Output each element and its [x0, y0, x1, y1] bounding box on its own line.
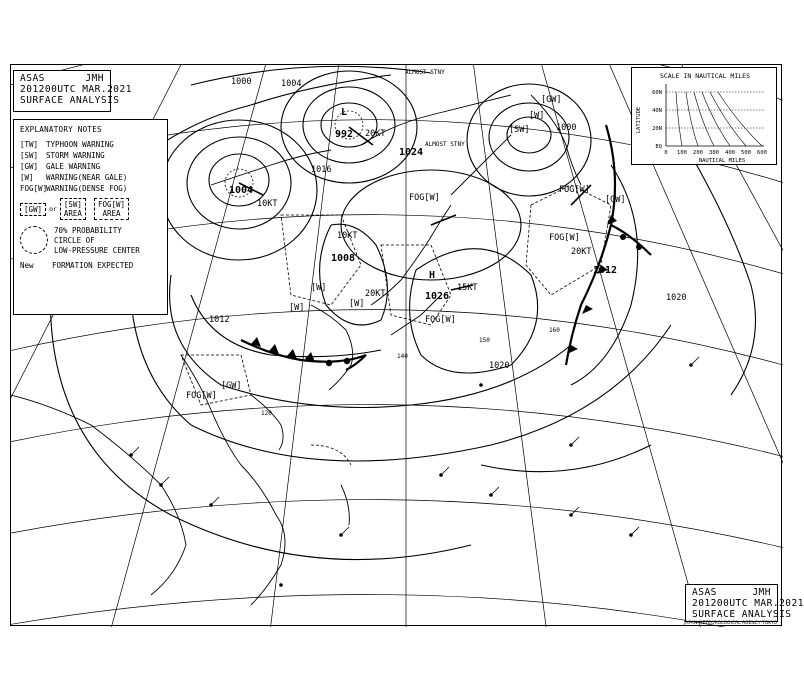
warning-gw-south: [GW] [221, 381, 242, 391]
almost-stny-b: ALMOST STNY [405, 69, 445, 76]
low-center-d: 1004 [229, 185, 254, 196]
warning-fog-china: FOG[W] [186, 391, 217, 401]
legend-heading: EXPLANATORY NOTES [20, 125, 102, 134]
motion-20kt-c: 20KT [365, 129, 386, 139]
chart-title-top [13, 70, 132, 112]
title-analysis-type: SURFACE ANALYSIS [20, 95, 120, 106]
warning-w-ne: [W] [529, 111, 545, 121]
legend-row-typhoon: [TW] TYPHOON WARNING [20, 140, 114, 149]
lon-label-150: 150 [479, 337, 490, 344]
title-bottom-analysis-type: SURFACE ANALYSIS [692, 609, 792, 620]
low-center-c: 1012 [593, 265, 618, 276]
low-center-a: 992 [335, 129, 354, 140]
motion-10kt: 10KT [337, 231, 358, 241]
low-center-b: 1008 [331, 253, 356, 264]
title-agency-code: ASAS [20, 73, 45, 84]
title-datetime: 201200UTC MAR.2021 [20, 84, 132, 95]
legend-row-storm: [SW] STORM WARNING [20, 151, 105, 160]
station-marks [131, 357, 699, 535]
isobar-label-1020: 1020 [489, 361, 510, 371]
scale-lat-60n: 60N [652, 90, 662, 96]
scale-nm-axis-label: NAUTICAL MILES [698, 158, 746, 164]
isobar-label-1016: 1016 [311, 165, 332, 175]
isobar-label-1004: 1004 [281, 79, 302, 89]
title-bottom-agency-code: ASAS [692, 587, 717, 598]
scale-lat-40n: 40N [652, 108, 662, 114]
scale-nm-400: 400 [725, 150, 735, 156]
almost-stny-a: ALMOST STNY [425, 141, 465, 148]
warning-fog-south: FOG[W] [425, 315, 456, 325]
warning-fog-japan: FOG[W] [409, 193, 440, 203]
title-bottom-center-code: JMH [752, 587, 771, 598]
nautical-mile-scale [631, 67, 777, 165]
warning-w-korea: [W] [311, 283, 327, 293]
legend-area-row [20, 198, 161, 220]
warning-w-yellow: [W] [289, 303, 305, 313]
legend-row-dense-fog: FOG[W] WARNING(DENSE FOG) [20, 184, 128, 193]
motion-20kt-a: 20KT [365, 289, 386, 299]
legend-new-row: New FORMATION EXPECTED [20, 261, 134, 270]
lon-label-160: 160 [549, 327, 560, 334]
isobar-label-1000: 1000 [231, 77, 252, 87]
scale-graph [632, 68, 778, 166]
legend-gw-area: [GW] [20, 203, 46, 216]
low-symbol: L [341, 107, 348, 118]
scale-nm-300: 300 [709, 150, 719, 156]
warning-w-japan: [W] [349, 299, 365, 309]
warm-front-symbols [326, 234, 642, 366]
scale-lat-eq: EQ [655, 144, 662, 150]
warning-gw-east: [GW] [605, 195, 626, 205]
scale-lat-20n: 20N [652, 126, 662, 132]
scale-nm-500: 500 [741, 150, 751, 156]
isobar-label-1000b: 1000 [556, 123, 577, 133]
warning-areas [181, 185, 611, 465]
title-center-code: JMH [85, 73, 104, 84]
scale-nm-0: 0 [664, 150, 668, 156]
probability-circle-icon [20, 226, 48, 254]
scale-nm-600: 600 [757, 150, 767, 156]
legend-row-near-gale: [W] WARNING(NEAR GALE) [20, 173, 128, 182]
legend-fog-area: FOG[W] AREA [94, 198, 129, 220]
title-bottom-datetime: 201200UTC MAR.2021 [692, 598, 804, 609]
motion-20kt-b: 20KT [571, 247, 592, 257]
high-symbol: H [429, 270, 436, 281]
chart-title-bottom [685, 584, 804, 622]
high-center-a: 1024 [399, 147, 424, 158]
isobar-label-1020b: 1020 [666, 293, 687, 303]
lon-label-120: 120 [261, 410, 272, 417]
high-center-b: 1026 [425, 291, 450, 302]
agency-credit: JAPAN METEOROLOGICAL AGENCY TOKYO [684, 621, 778, 626]
lon-label-140: 140 [397, 353, 408, 360]
explanatory-notes [13, 119, 168, 315]
motion-15kt: 15KT [457, 283, 478, 293]
scale-title: SCALE IN NAUTICAL MILES [659, 72, 751, 80]
legend-probability-row: 70% PROBABILITY CIRCLE OF LOW-PRESSURE CENTER [20, 226, 161, 256]
warning-sw-ne: [SW] [509, 125, 530, 135]
scale-nm-200: 200 [693, 150, 703, 156]
legend-sw-area: [SW] AREA [60, 198, 86, 220]
motion-10kt-b: 10KT [257, 199, 278, 209]
scale-lat-axis-label: LATITUDE [636, 106, 642, 134]
isobar-label-1012: 1012 [209, 315, 230, 325]
legend-row-gale: [GW] GALE WARNING [20, 162, 101, 171]
legend-or: or [49, 204, 57, 213]
scale-nm-100: 100 [677, 150, 687, 156]
warning-gw-ne: [GW] [541, 95, 562, 105]
warning-fog-east2: FOG[W] [559, 185, 590, 195]
warning-fog-east: FOG[W] [549, 233, 580, 243]
